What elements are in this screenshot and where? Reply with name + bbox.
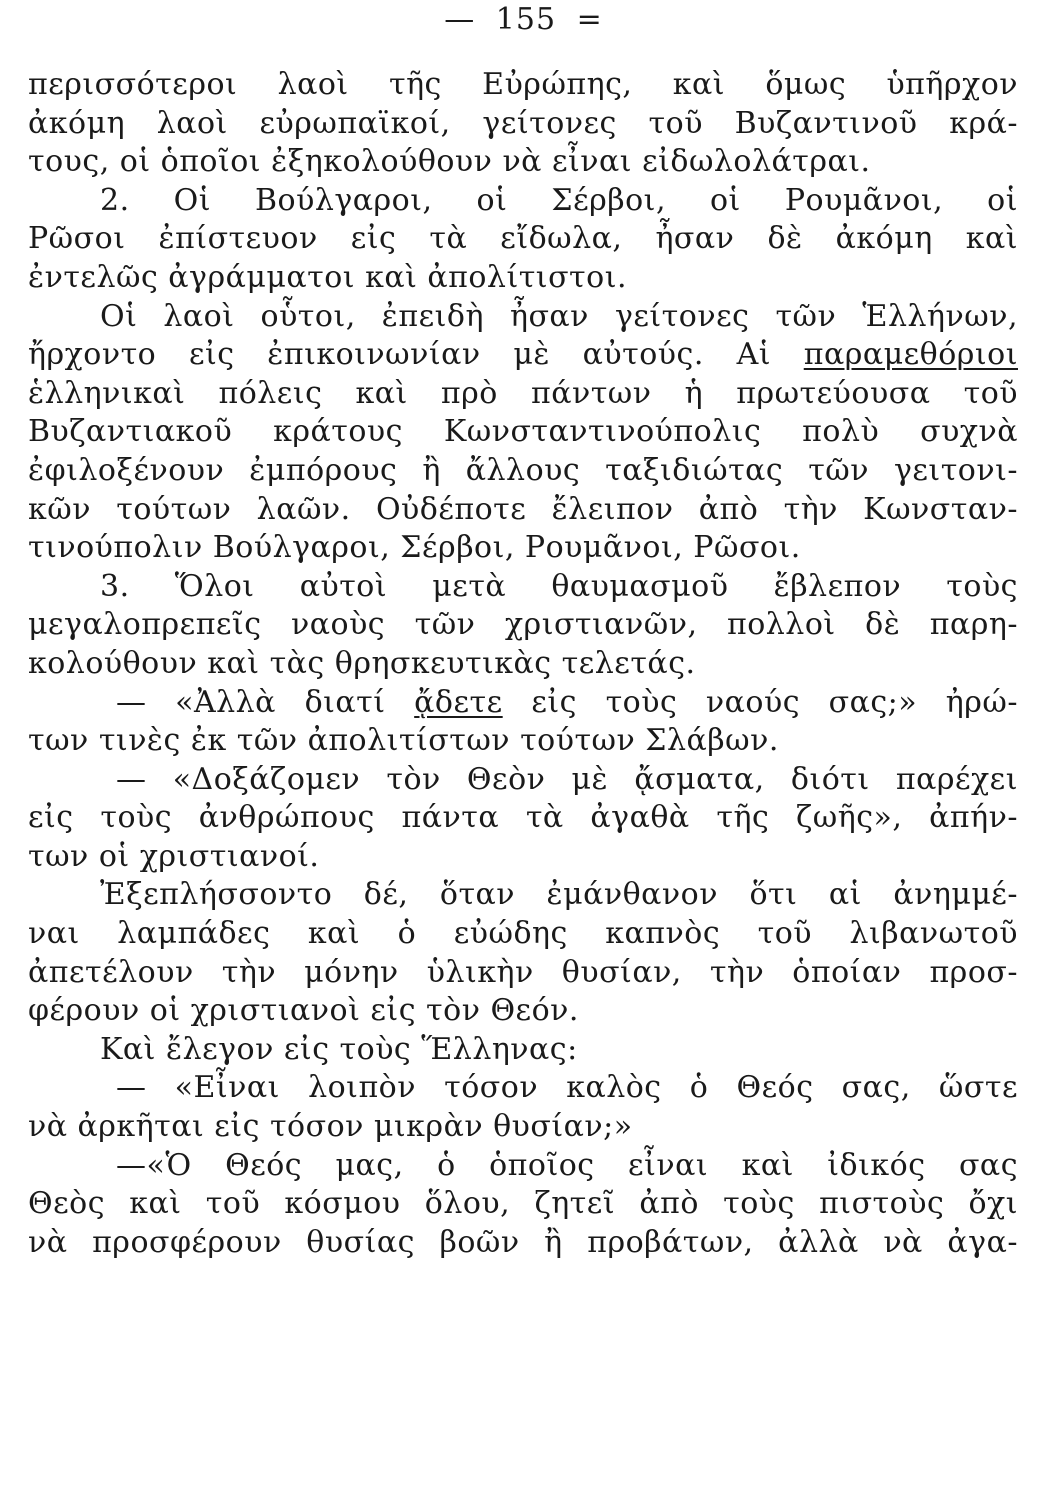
underlined-word: ᾄδετε xyxy=(414,684,503,720)
text-line: κολούθουν καὶ τὰς θρησκευτικὰς τελετάς. xyxy=(28,645,696,681)
text-line: Καὶ ἔλεγον εἰς τοὺς Ἕλληνας: xyxy=(100,1031,578,1067)
text-line: —«Ὁ Θεός μας, ὁ ὁποῖος εἶναι καὶ ἰδικός σας xyxy=(116,1147,1018,1183)
text-line: Βυζαντιακοῦ κράτους Κωνσταντινούπολις πολὺ συχνὰ xyxy=(28,414,1018,450)
text-line: ναι λαμπάδες καὶ ὁ εὐώδης καπνὸς τοῦ λιβανωτοῦ xyxy=(28,916,1018,952)
text-line-part: εἰς τοὺς ναούς σας;» ἠρώ- xyxy=(502,684,1018,720)
page-number-dash-right: = xyxy=(576,2,603,37)
text-line: ἑλληνικαὶ πόλεις καὶ πρὸ πάντων ἡ πρωτεύουσα τοῦ xyxy=(28,375,1018,411)
text-line: — «Εἶναι λοιπὸν τόσον καλὸς ὁ Θεός σας, ὥστε xyxy=(116,1070,1018,1106)
text-line: τινούπολιν Βούλγαροι, Σέρβοι, Ρουμᾶνοι, Ρῶσοι. xyxy=(28,530,801,566)
text-line: Ρῶσοι ἐπίστευον εἰς τὰ εἴδωλα, ἦσαν δὲ ἀκόμη καὶ xyxy=(28,221,1018,257)
text-line-part: — «Ἀλλὰ διατί xyxy=(116,684,415,720)
text-line: ἐφιλοξένουν ἐμπόρους ἢ ἄλλους ταξιδιώτας τῶν γειτονι- xyxy=(28,452,1018,488)
underlined-word: παραμεθόριοι xyxy=(803,337,1018,373)
text-line: Οἱ λαοὶ οὗτοι, ἐπειδὴ ἦσαν γείτονες τῶν Ἑλλήνων, xyxy=(100,298,1018,334)
text-line: νὰ ἀρκῆται εἰς τόσον μικρὰν θυσίαν;» xyxy=(28,1109,633,1145)
text-line: τους, οἱ ὁποῖοι ἐξηκολούθουν νὰ εἶναι εἰδωλολάτραι. xyxy=(28,144,871,180)
text-line xyxy=(28,684,1018,723)
text-line xyxy=(28,336,1018,375)
body-text xyxy=(28,66,1018,1262)
text-line: των τινὲς ἐκ τῶν ἀπολιτίστων τούτων Σλάβων. xyxy=(28,723,779,759)
text-line: 3. Ὅλοι αὐτοὶ μετὰ θαυμασμοῦ ἔβλεπον τοὺς xyxy=(100,568,1018,604)
page-number-header xyxy=(0,2,1047,38)
text-line: των οἱ χριστιανοί. xyxy=(28,838,320,874)
text-line: Θεὸς καὶ τοῦ κόσμου ὅλου, ζητεῖ ἀπὸ τοὺς πιστοὺς ὄχι xyxy=(28,1186,1018,1222)
text-line: νὰ προσφέρουν θυσίας βοῶν ἢ προβάτων, ἀλλὰ νὰ ἀγα- xyxy=(28,1224,1018,1260)
text-line: ἐντελῶς ἀγράμματοι καὶ ἀπολίτιστοι. xyxy=(28,259,627,295)
text-line: φέρουν οἱ χριστιανοὶ εἰς τὸν Θεόν. xyxy=(28,993,579,1029)
page-number: 155 xyxy=(495,2,557,37)
text-line: περισσότεροι λαοὶ τῆς Εὐρώπης, καὶ ὅμως ὑπῆρχον xyxy=(28,67,1018,102)
text-line: μεγαλοπρεπεῖς ναοὺς τῶν χριστιανῶν, πολλοὶ δὲ παρη- xyxy=(28,607,1018,643)
page-number-dash-left: — xyxy=(444,2,476,37)
text-line-part: ἤρχοντο εἰς ἐπικοινωνίαν μὲ αὐτούς. Αἱ xyxy=(28,337,804,373)
text-line: εἰς τοὺς ἀνθρώπους πάντα τὰ ἀγαθὰ τῆς ζωῆς», ἀπήν- xyxy=(28,800,1018,836)
text-line: ἀπετέλουν τὴν μόνην ὑλικὴν θυσίαν, τὴν ὁποίαν προσ- xyxy=(28,954,1018,990)
text-line: ἀκόμη λαοὶ εὐρωπαϊκοί, γείτονες τοῦ Βυζαντινοῦ κρά- xyxy=(28,105,1018,141)
text-line: Ἐξεπλήσσοντο δέ, ὅταν ἐμάνθανον ὅτι αἱ ἀνημμέ- xyxy=(100,877,1018,913)
text-line: 2. Οἱ Βούλγαροι, οἱ Σέρβοι, οἱ Ρουμᾶνοι, οἱ xyxy=(100,182,1018,218)
text-line: κῶν τούτων λαῶν. Οὐδέποτε ἔλειπον ἀπὸ τὴν Κωνσταν- xyxy=(28,491,1018,527)
text-line: — «Δοξάζομεν τὸν Θεὸν μὲ ᾄσματα, διότι παρέχει xyxy=(116,761,1018,797)
